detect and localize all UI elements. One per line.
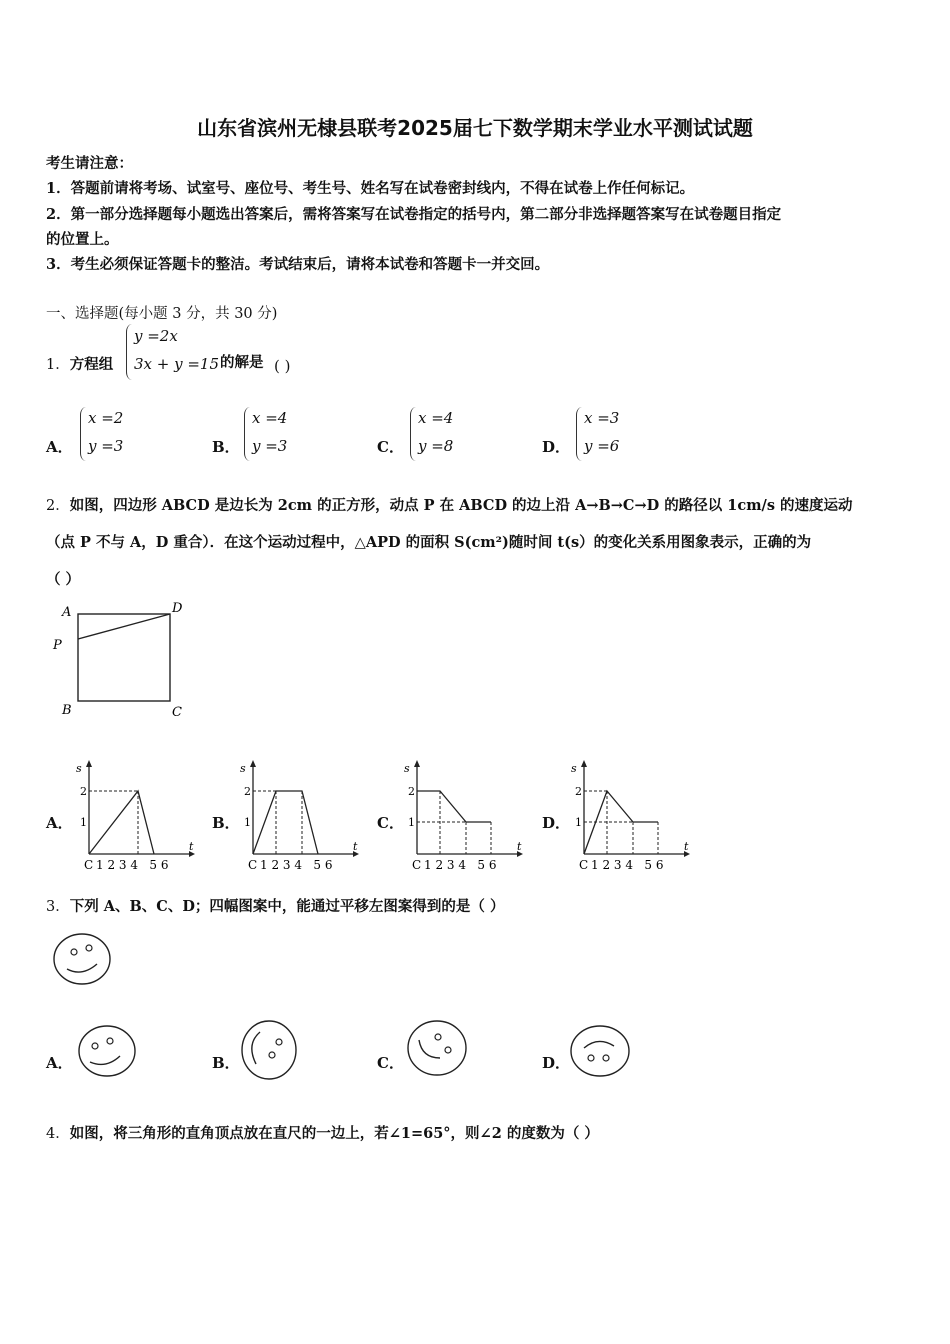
equation-line: 3x + y =15 <box>134 355 220 373</box>
equation-line: x =2 <box>88 409 124 427</box>
x-ticks: 1 2 3 4 5 6 <box>260 858 333 872</box>
option-a[interactable]: A． <box>46 438 73 456</box>
answer-paren: ( ) <box>274 357 291 375</box>
graph-b <box>236 757 361 875</box>
notice-item: 1．答题前请将考场、试室号、座位号、考生号、姓名写在试卷密封线内，不得在试卷上作任何标记。 <box>46 180 695 197</box>
question-text: 下列 A、B、C、D；四幅图案中，能通过平移左图案得到的是（ ） <box>69 898 505 915</box>
axis-t: t <box>353 840 358 853</box>
x-ticks: 1 2 3 4 5 6 <box>424 858 497 872</box>
smiley-d-icon <box>568 1022 632 1080</box>
option-b[interactable]: B． <box>212 814 240 832</box>
question-number: 4． <box>46 1126 70 1142</box>
square-figure <box>48 596 198 722</box>
option-c-system <box>410 407 480 461</box>
axis-t: t <box>684 840 689 853</box>
segment-pd <box>78 614 170 639</box>
smiley-a-icon <box>76 1022 138 1080</box>
question-2 <box>46 494 853 515</box>
label-c: C <box>172 705 182 720</box>
option-c[interactable]: C． <box>377 814 404 832</box>
equation-line: x =4 <box>418 409 454 427</box>
smiley-c-icon <box>404 1018 468 1080</box>
question-text: 如图，将三角形的直角顶点放在直尺的一边上，若∠1=65°，则∠2 的度数为（ ） <box>69 1125 599 1142</box>
label-d: D <box>172 601 183 616</box>
origin-label: C <box>84 858 94 872</box>
question-number: 3． <box>46 899 70 915</box>
tick-1: 1 <box>408 816 415 829</box>
x-ticks: 1 2 3 4 5 6 <box>591 858 664 872</box>
question-text: 如图，四边形 ABCD 是边长为 2cm 的正方形，动点 P 在 ABCD 的边上沿 A→B→C→D 的路径以 1cm/s 的速度运动 <box>69 497 853 514</box>
equation-line: y =6 <box>584 437 620 455</box>
page-title: 山东省滨州无棣县联考2025届七下数学期末学业水平测试试题 <box>197 116 753 140</box>
notice-item: 的位置上。 <box>46 231 119 248</box>
axis-s: s <box>404 762 410 775</box>
option-a[interactable]: A． <box>46 814 73 832</box>
equation-system <box>126 324 226 380</box>
origin-label: C <box>412 858 422 872</box>
section-heading: 一、选择题(每小题 3 分，共 30 分) <box>46 306 278 322</box>
equation-line: y =3 <box>252 437 288 455</box>
option-d[interactable]: D． <box>542 814 571 832</box>
axis-t: t <box>189 840 194 853</box>
tick-1: 1 <box>80 816 87 829</box>
origin-label: C <box>248 858 258 872</box>
question-3 <box>46 895 504 916</box>
option-a[interactable]: A． <box>46 1054 73 1072</box>
tick-2: 2 <box>244 785 251 798</box>
equation-line: x =4 <box>252 409 288 427</box>
origin-label: C <box>579 858 589 872</box>
equation-line: y =8 <box>418 437 454 455</box>
graph-line <box>417 791 491 822</box>
option-c[interactable]: C． <box>377 1054 404 1072</box>
axis-s: s <box>571 762 577 775</box>
axis-s: s <box>240 762 246 775</box>
tick-1: 1 <box>244 816 251 829</box>
equation-line: y =2x <box>134 327 178 345</box>
equation-line: y =3 <box>88 437 124 455</box>
axis-s: s <box>76 762 82 775</box>
question-4 <box>46 1122 599 1143</box>
graph-line <box>89 791 154 854</box>
tick-2: 2 <box>408 785 415 798</box>
label-p: P <box>53 638 62 653</box>
tick-1: 1 <box>575 816 582 829</box>
tick-2: 2 <box>80 785 87 798</box>
notice-item: 2．第一部分选择题每小题选出答案后，需将答案写在试卷指定的括号内，第二部分非选择题答案写在试卷题目指定 <box>46 206 782 223</box>
graph-c <box>400 757 525 875</box>
equation-line: x =3 <box>584 409 620 427</box>
tick-2: 2 <box>575 785 582 798</box>
question-text: 的解是 <box>220 354 264 371</box>
smiley-original-icon <box>50 930 116 990</box>
label-a: A <box>62 605 72 620</box>
option-a-system <box>80 407 150 461</box>
label-b: B <box>62 703 72 718</box>
option-d[interactable]: D． <box>542 1054 571 1072</box>
question-text: （点 P 不与 A，D 重合）．在这个运动过程中，△APD 的面积 S(cm²)随时间 t(s）的变化关系用图象表示，正确的为 <box>46 534 812 551</box>
notice-heading: 考生请注意： <box>46 155 133 172</box>
graph-a <box>72 757 197 875</box>
question-text: 方程组 <box>69 356 114 373</box>
question-number: 1． <box>46 357 70 373</box>
notice-item: 3．考生必须保证答题卡的整洁。考试结束后，请将本试卷和答题卡一并交回。 <box>46 256 550 273</box>
option-d-system <box>576 407 646 461</box>
option-b[interactable]: B． <box>212 1054 240 1072</box>
answer-paren: （ ） <box>46 571 81 588</box>
x-ticks: 1 2 3 4 5 6 <box>96 858 169 872</box>
option-d[interactable]: D． <box>542 438 571 456</box>
graph-d <box>567 757 692 875</box>
question-number: 2． <box>46 498 70 514</box>
option-b-system <box>244 407 314 461</box>
option-b[interactable]: B． <box>212 438 240 456</box>
option-c[interactable]: C． <box>377 438 404 456</box>
axis-t: t <box>517 840 522 853</box>
graph-line <box>253 791 318 854</box>
question-1 <box>46 353 113 374</box>
smiley-b-icon <box>238 1018 300 1082</box>
